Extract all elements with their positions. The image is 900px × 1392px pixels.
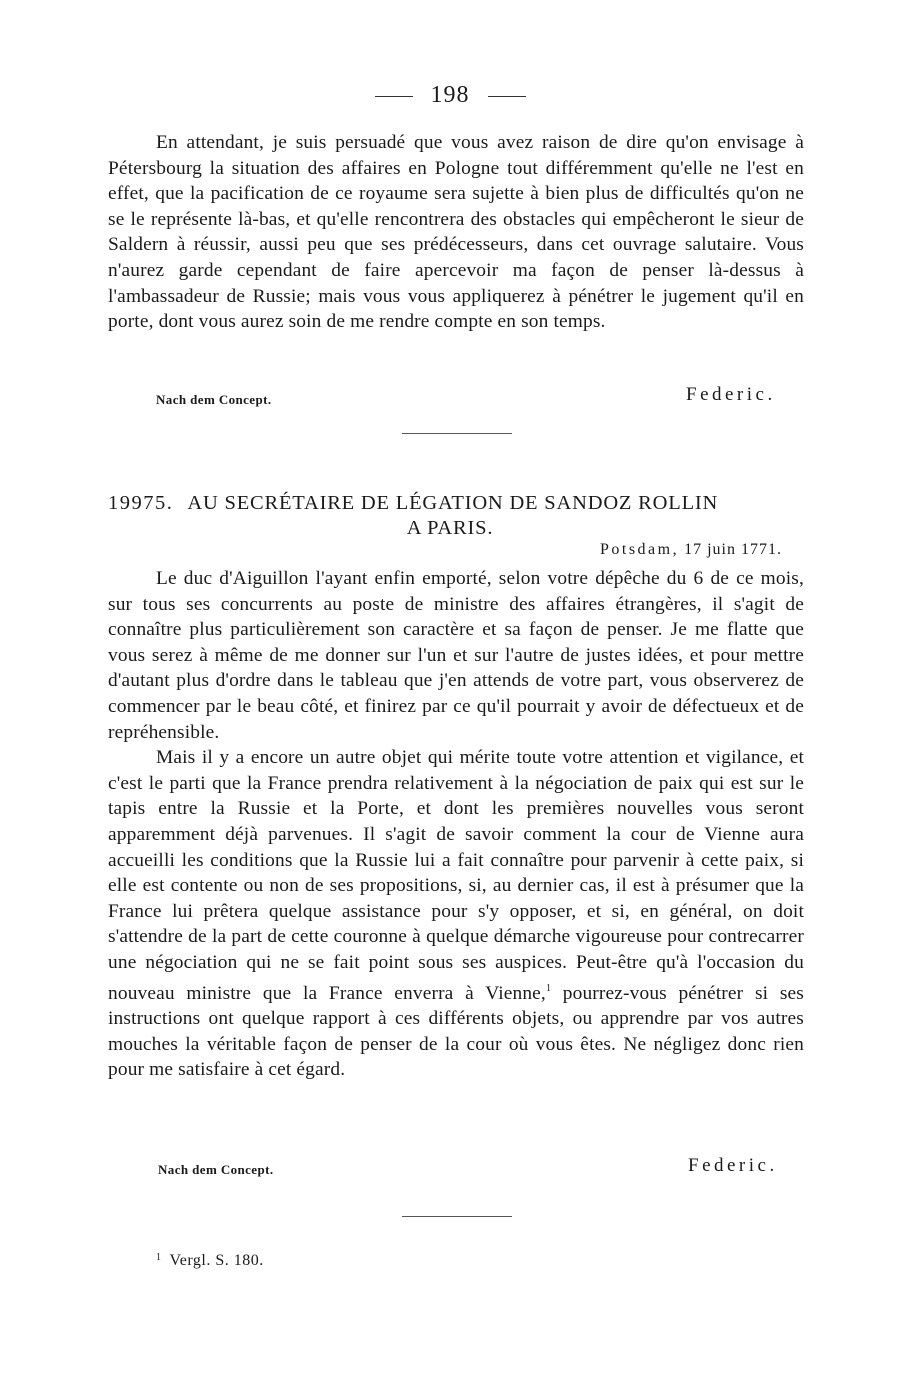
- letter1-source: Nach dem Concept.: [156, 392, 272, 407]
- footnote-marker: 1: [156, 1252, 162, 1263]
- letter2-paragraph-1: Le duc d'Aiguillon l'ayant enfin emporté, selon votre dépêche du 6 de ce mois, sur tous ses concurrents au poste de ministre des affaires étrangères, il s'agit de connaître plus particulièrement son caractère et sa façon de penser. Je me flatte que vous serez à même de me donner sur l'un et sur l'autre de justes idées, et pour mettre d'autant plus d'ordre dans le tableau que j'en attends de votre part, vous observerez de commencer par le beau côté, et finirez par ce qu'il pourrait y avoir de défectueux et de repréhensible.: [108, 568, 804, 743]
- letter2-paragraph-2-cont: pourrez-vous pénétrer si ses instructions ont quelque rapport à ces différents objets, ou apprendre par vos autres mouches la véritable façon de penser de la cour où vous êtes. Ne négligez donc rien pour me satisfaire à cet égard.: [108, 982, 804, 1081]
- letter2-place: Potsdam,: [599, 541, 680, 558]
- section-divider-2: [402, 1216, 512, 1217]
- letter2-source: Nach dem Concept.: [158, 1162, 274, 1177]
- page-number: [0, 82, 900, 109]
- page-number-dash-right: [488, 96, 526, 97]
- footnote: [156, 1252, 264, 1270]
- page-number-dash-left: [375, 96, 413, 97]
- letter2-signature: Federic.: [688, 1155, 778, 1176]
- letter2-body: [108, 566, 804, 1083]
- letter2-dateline: [600, 541, 782, 559]
- letter2-date: 17 juin 1771.: [684, 541, 782, 558]
- footnote-text: Vergl. S. 180.: [169, 1252, 264, 1269]
- letter1-paragraph: En attendant, je suis persuadé que vous avez raison de dire qu'on envisage à Pétersbourg la situation des affaires en Pologne tout différemment qu'elle ne l'est en effet, que la pacification de ce royaume sera sujette à bien plus de difficultés qu'on ne se le représente là-bas, et qu'elle rencontrera des obstacles qui empêcheront le sieur de Saldern à réussir, aussi peu que ses prédécesseurs, dans cet ouvrage salutaire. Vous n'aurez garde cependant de faire apercevoir ma façon de penser là-dessus à l'ambassadeur de Russie; mais vous vous appliquerez à pénétrer le jugement qu'il en porte, dont vous aurez soin de me rendre compte en son temps.: [108, 132, 804, 333]
- letter1-body: [108, 130, 804, 335]
- letter1-signature: Federic.: [686, 384, 776, 405]
- section-divider-1: [402, 433, 512, 434]
- letter2-paragraph-2-text: Mais il y a encore un autre objet qui mérite toute votre attention et vigilance, et c'est le parti que la France prendra relativement à la négociation de paix qui est sur le tapis entre la Russie et la Porte, et dont les premières nouvelles vous seront apparemment déjà parvenues. Il s'agit de savoir comment la cour de Vienne aura accueilli les conditions que la Russie lui a fait connaître pour parvenir à cette paix, si elle est contente ou non de ses propositions, si, au dernier cas, il est à présumer que la France lui prêtera quelque assistance pour s'y opposer, et si, en général, on doit s'attendre de la part de cette couronne à quelque démarche vigoureuse pour contrecarrer une négociation qui ne se fait point sous ses auspices. Peut-être qu'à l'occasion du nouveau ministre que la France enverra à Vienne,: [108, 747, 804, 1004]
- letter2-number: 19975.: [108, 492, 174, 514]
- letter2-heading-line1: AU SECRÉTAIRE DE LÉGATION DE SANDOZ ROLLIN: [187, 492, 719, 514]
- letter2-heading: [108, 492, 808, 515]
- letter2-paragraph-2: [108, 745, 804, 1083]
- page-number-text: 198: [430, 82, 470, 108]
- footnote-reference: 1: [545, 982, 552, 994]
- letter2-heading-line2: A PARIS.: [406, 517, 494, 539]
